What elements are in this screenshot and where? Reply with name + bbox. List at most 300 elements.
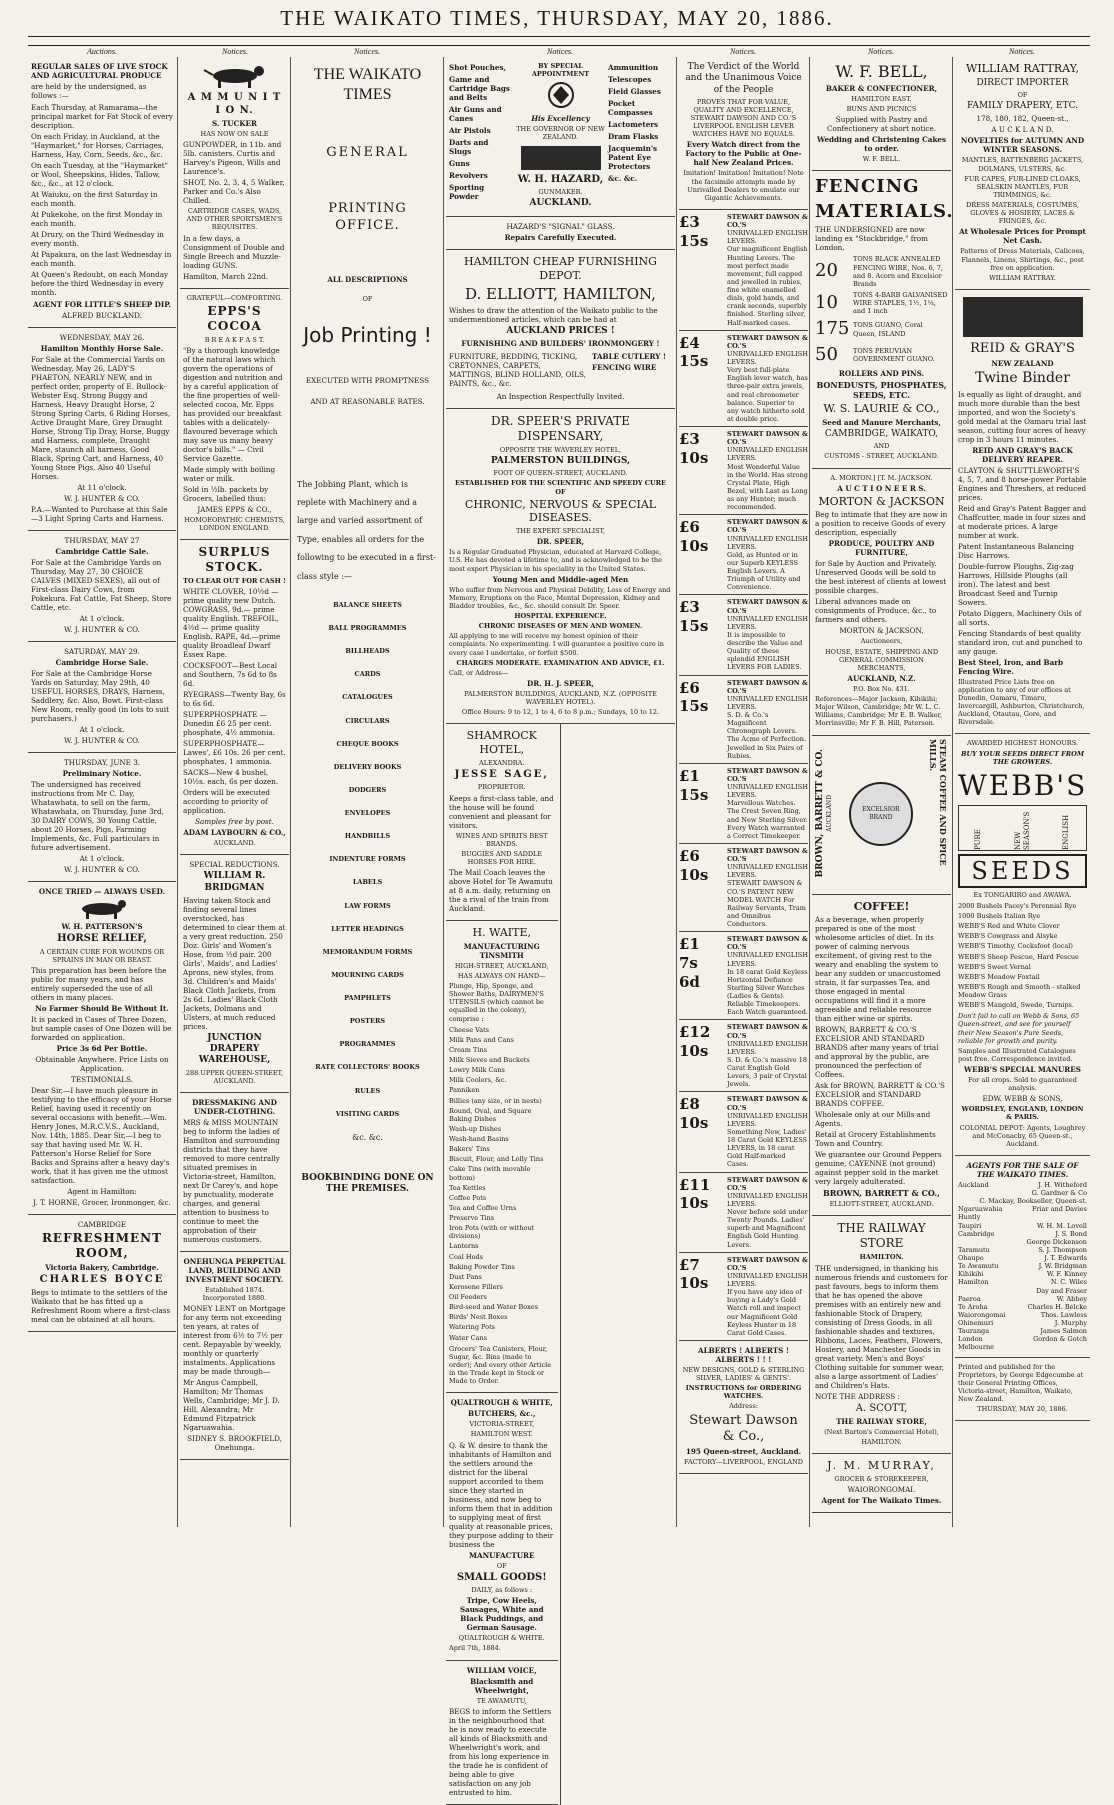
vertical-label: STEAM COFFEE AND SPICE MILLS. [928, 738, 948, 866]
agent-row [958, 1254, 1087, 1262]
ad-signature: W. J. HUNTER & CO. [64, 865, 140, 874]
list-item: Iron Pots (with or without divisions) [449, 1224, 535, 1241]
ad-text: AND AT REASONABLE RATES. [310, 396, 425, 406]
list-item: Telescopes [608, 75, 652, 84]
ad-title: JESSE SAGE, [454, 768, 549, 780]
ad-text: At 11 o'clock. [77, 483, 127, 492]
ad-text: THE GOVERNOR OF NEW ZEALAND. [516, 125, 605, 142]
ad-signature: QUALTROUGH & WHITE. [458, 1634, 545, 1643]
ad-title: WILLIAM R. BRIDGMAN [203, 871, 266, 893]
ad-title: Twine Binder [975, 370, 1070, 387]
ad-text: THE EXPERT SPECIALIST, [515, 527, 606, 536]
watch-price: £6 10s [679, 518, 709, 555]
ad-text: HAMILTON. [861, 1438, 902, 1447]
gun-icon [521, 146, 601, 170]
ad-text: FURNITURE, BEDDING, TICKING, CRETONNES, CARPETS, MATTINGS, BLIND HOLLAND, OILS, PAINTS, &c., &c. [449, 351, 586, 388]
ad-text: Established 1874. Incorporated 1880. [202, 1285, 267, 1302]
watch-price: £12 10s [679, 1023, 711, 1061]
watch-listing [679, 595, 808, 675]
ad-title: A M M U N I T I O N. [187, 92, 282, 116]
list-item: Air Pistols [449, 126, 491, 135]
morton-jackson-ad [812, 469, 951, 736]
watch-listing [679, 676, 808, 764]
ad-title: Cambridge Cattle Sale. [55, 547, 149, 556]
ad-text: TABLE CUTLERY ! [592, 351, 667, 361]
ad-text: Potato Diggers, Machinery Oils of all sorts. [958, 608, 1082, 627]
ad-text: THURSDAY, MAY 20, 1886. [977, 1405, 1068, 1414]
list-item: WEBB'S Rough and Smooth - stalked Meadow Grass [958, 982, 1081, 999]
watch-description: Very best full-plate English lever watch, has three-pair extra jewels, and real chronometer balance. Superior to any watch hitherto sold at double price. [727, 366, 808, 423]
ad-text: Grocers' Tea Canisters, Flour, Sugar, &c. Bins (made to order); And every other Article in the Trade kept in Stock or Made to Order. [449, 1344, 552, 1386]
banner-label: ENGLISH [1061, 814, 1070, 850]
ad-text: TE AWAMUTU, [476, 1696, 527, 1705]
ad-text: BEGS to inform the Settlers in the neighbourhood that he is now ready to execute all kinds of Blacksmith and Wheelwright's work, and from his long experience in the trade he is confident of being able to give satisfaction on any job entrusted to him. [449, 1706, 552, 1797]
agent-town: Taramutu [958, 1245, 990, 1254]
watch-description: It is impossible to describe the Value and Quality of these splendid ENGLISH LEVERS FOR LADIES. [727, 630, 803, 672]
hazard-ad [446, 57, 675, 217]
watch-subtitle: UNRIVALLED ENGLISH LEVERS. [727, 614, 808, 631]
ad-text: SHOT, No. 2, 3, 4, 5 Walker, Parker and Co.'s Also Chilled. [183, 178, 285, 206]
hazard-left-list [449, 60, 513, 211]
ad-text: AUCKLAND. [213, 839, 256, 848]
agent-name: James Salmon [1040, 1327, 1087, 1336]
ad-text: HIGH-STREET, AUCKLAND, [454, 961, 549, 970]
list-item: WEBB'S Cowgrass and Alsyke [958, 932, 1058, 941]
watch-listing [679, 764, 808, 844]
list-item: Milk Sieves and Buckets [449, 1056, 530, 1064]
ad-signature: WILLIAM RATTRAY. [989, 273, 1056, 282]
column-divider [443, 57, 444, 1527]
ad-text: At 1 o'clock. [79, 614, 125, 623]
ad-signature: BROWN, BARRETT & CO., [823, 1188, 940, 1199]
ad-text: BUNS AND PICNICS [846, 105, 917, 114]
ad-text: MORTON & JACKSON, [839, 626, 924, 636]
watch-maker: STEWART DAWSON & CO.'S [727, 1095, 808, 1112]
ad-text: COLONIAL DEPOT: Agents, Loughrey and McConachy, 65 Queen-st., Auckland. [959, 1123, 1086, 1148]
watch-maker: STEWART DAWSON & CO.'S [727, 1023, 808, 1040]
ad-text: HOMOEOPATHIC CHEMISTS, LONDON ENGLAND. [184, 515, 285, 532]
list-item: 2000 Bushels Pacey's Perennial Rye [958, 901, 1077, 910]
watch-details [727, 213, 808, 327]
list-item: At Waiuku, on the first Saturday in each month. [31, 190, 158, 208]
list-item: DODGERS [348, 785, 387, 794]
fencing-items-list [815, 255, 948, 366]
ad-text: SUPERPHOSPHATE — Dunedin £6 25 per cent. phosphate, 4½ ammonia. [183, 710, 276, 738]
ad-title: COFFEE! [853, 899, 910, 913]
agent-row [958, 1270, 1087, 1278]
watch-subtitle: UNRIVALLED ENGLISH LEVERS. [727, 349, 808, 366]
ad-title: SMALL GOODS! [456, 1571, 547, 1583]
watch-price: £1 7s 6d [679, 935, 700, 991]
agent-town: Auckland [958, 1180, 989, 1189]
horse-icon [72, 898, 132, 920]
agent-name: Friar and Davies [1031, 1205, 1087, 1214]
watch-maker: STEWART DAWSON & CO.'S [727, 333, 808, 350]
ad-title: HAZARD'S "SIGNAL" GLASS. [506, 222, 615, 232]
agent-town: Ngaruawahia [958, 1205, 1003, 1214]
ad-title: WEBB'S SPECIAL MANURES [964, 1065, 1081, 1074]
watch-maker: STEWART DAWSON & CO.'S [727, 1175, 808, 1192]
ad-title: BONEDUSTS, PHOSPHATES, SEEDS, ETC. [816, 380, 947, 401]
fencing-materials-ad [812, 171, 954, 468]
ad-text: NOTE THE ADDRESS : [815, 1391, 900, 1401]
list-item: LETTER HEADINGS [331, 924, 404, 933]
watch-listing [679, 210, 808, 331]
ad-title: HAMILTON CHEAP FURNISHING DEPOT. [464, 255, 657, 283]
ad-text: P.A.—Wanted to Purchase at this Sale —3 Light Spring Carts and Harness. [31, 505, 168, 523]
ad-text: Ask for BROWN, BARRETT & CO.'S EXCELSIOR and STANDARD BRANDS COFFEE. [815, 1081, 945, 1109]
ad-text: Having taken Stock and finding several lines overstocked, has determined to clear them at a very great reduction. 250 Doz. Girls' and Women's Hose, from ½d pair. 200 Girls', Maids', and Ladies' Aprons, new styles, from 3d. Children's and Maids' Black Cloth Jackets, from 2s 6d. Ladies' Black Cloth Jackets, Dolmans and Ulsters, at much reduced prices. [183, 895, 286, 1031]
waite-ad [446, 921, 558, 1393]
agents-ad [955, 1156, 1090, 1358]
ad-text: Begs to intimate to the settlers of the Waikato that he has fitted up a Refreshment Room where a first-class meal can be obtained at all hours. [31, 1288, 171, 1325]
ad-text: Samples free by post. [195, 817, 274, 827]
column-divider [177, 57, 178, 1527]
ad-text: It is packed in Cases of Three Dozen, but sample cases of One Dozen will be forwarded on application. [31, 1014, 172, 1042]
ad-title: REID & GRAY'S [970, 340, 1075, 356]
ad-text: AND [873, 442, 890, 451]
voice-ad [446, 1661, 558, 1805]
list-item: Cream Tins [449, 1045, 487, 1054]
ad-text: COCKSFOOT—Best Local and Southern, 7s 6d to 8s 6d. [183, 661, 278, 689]
watch-subtitle: UNRIVALLED ENGLISH LEVERS. [727, 229, 808, 246]
ad-signature: ADAM LAYBOURN & CO., [183, 828, 286, 838]
list-item: &c. &c. [608, 174, 638, 183]
ad-text: Seed and Manure Merchants, [822, 418, 941, 427]
list-item: MEMORANDUM FORMS [322, 947, 413, 956]
ad-title: THE WAIKATO TIMES [313, 66, 422, 103]
ad-title: WILLIAM RATTRAY, [966, 62, 1079, 75]
ad-text: Is a Regular Graduated Physician, educated at Harvard College, U.S. He has devoted a lifetime to, and is acknowledged to be the most expert Physician in his speciality in the United States. [449, 548, 662, 573]
col-header-2: Notices. [222, 47, 248, 56]
ad-signature: W. J. HUNTER & CO. [64, 736, 140, 745]
ad-text: Young Men and Middle-aged Men [492, 574, 629, 584]
list-item: CATALOGUES [342, 693, 393, 702]
binder-machine-icon [963, 297, 1083, 337]
ad-text: HAMILTON EAST. [851, 95, 912, 103]
list-item: Round, Oval, and Square Baking Dishes [449, 1106, 532, 1123]
ad-text: EXECUTED WITH PROMPTNESS [305, 375, 430, 385]
fencing-item [815, 318, 948, 341]
ad-text: SUPERPHOSPHATE—Lawes', £6 10s. 26 per cent. phosphates, 1 ammonia. [183, 739, 286, 767]
column-watches [679, 57, 808, 1527]
epps-cocoa-ad [180, 289, 289, 541]
watch-details [727, 430, 808, 511]
refreshment-room-ad [28, 1215, 176, 1333]
ad-text: THE UNDERSIGNED are now landing ex "Stockbridge," from London, [815, 225, 928, 253]
watch-description: STEWART DAWSON & CO.'S PATENT NEW MODEL WATCH For Railway Servants, Tram and Omnibus Conductors. [727, 879, 806, 928]
ad-text: A CERTAIN CURE FOR WOUNDS OR SPRAINS IN MAN OR BEAST. [39, 947, 165, 964]
agent-row [958, 1311, 1087, 1319]
agent-name: J. S. Bond [1055, 1229, 1087, 1238]
ad-text: Best Steel, Iron, and Barb Fencing Wire. [958, 657, 1064, 676]
ad-text: At Wholesale Prices for Prompt Net Cash. [959, 227, 1086, 246]
agent-name: J. H. Witheford [1038, 1180, 1087, 1189]
signal-glass-ad [446, 217, 675, 250]
agent-town: Melbourne [958, 1343, 994, 1352]
ad-signature: W. F. BELL. [862, 155, 901, 164]
header-rule [28, 45, 1090, 46]
watch-maker: STEWART DAWSON & CO.'S [727, 766, 808, 783]
watch-price: £3 10s [679, 430, 709, 467]
ad-text: (Next Barton's Commercial Hotel), [824, 1428, 939, 1436]
ad-title: MORTON & JACKSON [818, 494, 945, 508]
agent-row [958, 1246, 1087, 1254]
ad-title: Preliminary Notice. [62, 769, 142, 778]
list-item: LABELS [352, 878, 383, 887]
ad-date: WEDNESDAY, MAY 26. [59, 333, 145, 342]
list-item: WEBB'S Timothy, Cocksfoot (local) [958, 942, 1073, 951]
ad-text: THE undersigned, in thanking his numerous friends and customers for past favours, begs to inform them that he has opened the above premises with an entirely new and fashionable Stock of Drapery, consisting of Dress Goods, in all fashionable shades and textures, Ribbons, Laces, Feathers, Flowers, Hosiery, and Manchester Goods in great variety. Men's and Boys' Clothing suitable for summer wear, also a large assortment of Ladies' and Children's Hats. [815, 1263, 948, 1390]
watch-description: Something New, Ladies' 18 Carat Gold KEYLESS LEVERS, in 18 carat Gold Half-marked Cases. [727, 1127, 808, 1169]
ad-text: Dear Sir,—I have much pleasure in testifying to the efficacy of your Horse Relief, having used it recently on several occasions with benefit.—Wm. Henry Jones, M.R.C.V.S., Auckland, Nov. 14th, 1885. Dear Sir,—I beg to say that having used Mr. W. H. Patterson's Horse Relief for Sore Backs and Sprains after a heavy day's work, that it has given me the utmost satisfaction. [31, 1085, 172, 1185]
col-header-5: Notices. [730, 47, 756, 56]
ad-text: PRODUCE, POULTRY AND FURNITURE, [828, 539, 935, 558]
list-item: CIRCULARS [345, 716, 390, 725]
ad-text: HAMILTON WEST. [470, 1430, 533, 1439]
list-item: Lactometers [608, 120, 659, 129]
list-item: Revolvers [449, 171, 488, 180]
fencing-item [815, 255, 948, 288]
ad-text: SACKS—New 4 bushel, 10½s. each, 6s per dozen. [183, 768, 279, 787]
list-item: Kerosene Fillers [449, 1282, 503, 1291]
ad-text: Imitation! Imitation! Imitation! Note the facsimile attempts made by Unrivalled Dealers to emulate our Gigantic Achievements. [683, 169, 804, 202]
list-item: RULES [354, 1086, 381, 1095]
ad-title: D. ELLIOTT, HAMILTON, [465, 284, 656, 303]
ad-signature: SIDNEY S. BROOKFIELD, Onehunga. [187, 1434, 282, 1452]
list-item: Lanterns [449, 1242, 479, 1251]
list-item: Jacquemin's Patent Eye Protectors [608, 144, 658, 171]
ad-text: ESTABLISHED FOR THE SCIENTIFIC AND SPEEDY CURE OF [455, 479, 666, 496]
agent-row [958, 1278, 1087, 1286]
watch-listing [679, 844, 808, 932]
ad-text: &c. &c. [352, 1132, 383, 1142]
agent-name: J. Murphy [1054, 1319, 1087, 1327]
hazard-right-list [608, 60, 672, 211]
ad-text: THE RAILWAY STORE, [836, 1417, 927, 1426]
vertical-label: AUCKLAND [826, 795, 834, 832]
agent-row [958, 1205, 1087, 1213]
sales-list [31, 102, 173, 298]
ad-text: AUCKLAND. [529, 198, 592, 209]
list-item: At Queen's Redoubt, on each Monday before the third Wednesday in every month. [31, 270, 169, 297]
ad-text: ELLIOTT-STREET, AUCKLAND. [829, 1200, 934, 1209]
ad-text: ALEXANDRA. [479, 758, 525, 767]
col4-right-half [561, 724, 676, 1804]
watch-details [727, 1023, 808, 1088]
ad-text: B R E A K F A S T. [204, 335, 265, 344]
agent-row [958, 1295, 1087, 1303]
ammunition-ad [180, 57, 289, 289]
ad-text: FOOT OF QUEEN-STREET, AUCKLAND. [493, 469, 628, 478]
ad-date: SATURDAY, MAY 29. [64, 647, 140, 656]
watch-details [727, 935, 808, 1016]
banner-label: NEW SEASON'S [1013, 811, 1031, 850]
ad-text: WINES AND SPIRITS BEST BRANDS. [455, 831, 548, 848]
watch-maker: STEWART DAWSON & CO.'S [727, 846, 808, 863]
ad-text: Plunge, Hip, Sponge, and Shower Baths, DAIRYMEN'S UTENSILS (which cannot be equalled in the colony), comprise : [449, 982, 544, 1023]
watch-maker: STEWART DAWSON & CO.'S [727, 518, 808, 535]
ad-title: FENCING [815, 176, 920, 198]
regular-sales-ad [28, 57, 176, 328]
fencing-item [815, 344, 948, 367]
agent-name: C. Mackay, Bookseller, Queen-st. [979, 1197, 1087, 1206]
ad-title: CHRONIC, NERVOUS & SPECIAL DISEASES. [464, 497, 657, 525]
ad-text: GROCER & STOREKEEPER, [834, 1475, 929, 1483]
ad-text: OF [496, 1561, 507, 1570]
agent-row [958, 1181, 1087, 1189]
watch-price: £7 10s [679, 1255, 709, 1293]
agent-row [958, 1238, 1087, 1246]
qualtrough-ad [446, 1393, 558, 1660]
list-item: VISITING CARDS [335, 1109, 400, 1118]
watch-maker: STEWART DAWSON & CO.'S [727, 1255, 808, 1272]
ad-title: EDW. WEBB & SONS, [982, 1094, 1063, 1104]
ad-title: The Verdict of the World and the Unanimous Voice of the People [685, 62, 802, 95]
column-divider [952, 57, 953, 1527]
agent-row [958, 1303, 1087, 1311]
list-item: Shot Pouches, [449, 63, 506, 72]
ad-text: HOUSE, ESTATE, SHIPPING AND GENERAL COMMISSION MERCHANTS, [824, 647, 939, 672]
ad-text: BUTCHERS, &c., [468, 1409, 536, 1419]
list-item: DELIVERY BOOKS [333, 762, 402, 771]
ad-text: At 1 o'clock. [79, 725, 125, 734]
ad-text: We guarantee our Ground Peppers genuine, CAYENNE (not ground) against pepper sold in the market very largely adulterated. [815, 1150, 942, 1187]
ad-text: AWARDED HIGHEST HONOURS. [967, 739, 1078, 748]
ad-title: MATERIALS. [815, 200, 954, 222]
railway-store-ad [812, 1216, 951, 1454]
list-item: MOURNING CARDS [331, 970, 404, 979]
ad-text: Obtainable Anywhere. Price Lists on Application. [35, 1054, 169, 1073]
ad-text: PROPRIETOR. [477, 783, 526, 792]
fencing-quantity: 175 [815, 318, 850, 340]
watch-price: £6 10s [679, 846, 709, 884]
watch-subtitle: UNRIVALLED ENGLISH LEVERS. [727, 694, 808, 711]
ad-text: AUCKLAND, N.Z. [847, 673, 916, 683]
reid-gray-ad [955, 290, 1090, 735]
agent-name: W. H. M. Lovell [1036, 1221, 1087, 1230]
ad-title: W. S. LAURIE & CO., [823, 402, 940, 416]
list-item: Watering Pots [449, 1323, 496, 1332]
ad-text: P.O. Box No. 431. [853, 684, 910, 693]
watch-subtitle: UNRIVALLED ENGLISH LEVERS. [727, 446, 808, 463]
list-item: 1000 Bushels Italian Rye [958, 912, 1041, 920]
column-notices-2 [180, 57, 289, 1527]
list-item: Darts and Slugs [449, 138, 489, 156]
ad-title: DR. SPEER'S PRIVATE DISPENSARY, [491, 413, 630, 443]
agent-name: W. Abbey [1056, 1294, 1087, 1303]
ad-date: THURSDAY, MAY 27 [64, 536, 140, 545]
agent-row [958, 1189, 1087, 1197]
list-item: CARDS [354, 670, 381, 679]
ad-signature: W. J. HUNTER & CO. [64, 625, 140, 634]
ad-text: Supplied with Pastry and Confectionery at short notice. [827, 115, 936, 134]
ad-text: Patent Instantaneous Balancing Disc Harrows. [958, 541, 1075, 560]
ad-text: Orders will be executed according to priority of application. [183, 788, 271, 816]
rattray-ad [955, 57, 1090, 290]
ad-text: 288 UPPER QUEEN-STREET, AUCKLAND. [185, 1068, 284, 1085]
ad-text: RYEGRASS—Twenty Bay, 6s to 6s 6d. [183, 690, 286, 709]
watch-description: In 18 carat Gold Keyless Horizontal Defiance Sterling Silver Watches (Ladies & Gents). Reliable Timekeepers. Each Watch guaranteed. [727, 967, 808, 1017]
ad-title: AUCKLAND PRICES ! [506, 325, 615, 336]
watch-details [727, 847, 808, 928]
watch-subtitle: UNRIVALLED ENGLISH LEVERS. [727, 1039, 808, 1056]
seed-banner [958, 805, 1087, 851]
webbs-seeds-ad [955, 734, 1090, 1156]
ad-text: BUGGIES AND SADDLE HORSES FOR HIRE. [461, 849, 543, 866]
list-item: Bakers' Tins [449, 1145, 490, 1154]
ad-text: Made simply with boiling water or milk. [183, 464, 276, 483]
watch-description: Most Wonderful Value in the World. Has strong Crystal Plate, High Bezel, with Last as Long as any Hunter; much recommended. [727, 462, 808, 512]
ad-text: Victoria Bakery, Cambridge. [45, 1262, 159, 1272]
list-item: WEBB'S Red and White Clover [958, 922, 1060, 931]
ad-text: Address: [729, 1402, 758, 1411]
watch-listing [679, 1253, 808, 1341]
watch-description: Marvellous Watches. The Crest Seven Ring, and New Sterling Silver. Every Watch warranted a Correct Timekeeper. [727, 799, 808, 840]
list-item: Field Glasses [608, 87, 661, 96]
list-item: Panniken [449, 1086, 480, 1095]
ad-text: The undersigned has received instructions from Mr C. Day, Whatawhata, to sell on the farm, Whatawhata, on Thursday, June 3rd, 30 DAIRY COWS, 30 Young Cattle, about 20 Horses, Pigs, Farming Implements, &c. Full particulars in future advertisement. [31, 780, 164, 852]
ad-text: MANUFACTURING TINSMITH [463, 941, 540, 960]
ad-text: Beg to intimate that they are now in a position to receive Goods of every description, especially [815, 510, 948, 538]
ad-text: DR. SPEER, [536, 537, 585, 547]
ad-text: Tripe, Cow Heels, Sausages, White and Black Puddings, and German Sausage. [459, 1596, 544, 1633]
agent-town: Tauranga [958, 1327, 990, 1336]
ad-text: GUNMAKER. [538, 188, 583, 196]
onehunga-ad [180, 1252, 289, 1460]
ad-text: Office Hours: 9 to 12, 1 to 4, 6 to 8 p.m.; Sundays, 10 to 12. [461, 708, 660, 717]
watch-details [727, 334, 808, 423]
list-item: Dram Flasks [608, 132, 659, 141]
watch-listing [679, 932, 808, 1020]
list-item: Air Guns and Canes [449, 105, 502, 123]
ad-text: Hamilton, March 22nd. [183, 271, 269, 281]
ad-text: NEW DESIGNS, GOLD & STERLING SILVER, LADIES' & GENTS'. [682, 1365, 805, 1382]
ad-text: BY SPECIAL APPOINTMENT [531, 62, 590, 79]
bell-ad [812, 57, 951, 171]
ad-text: CUSTOMS - STREET, AUCKLAND. [824, 452, 939, 461]
ad-text: FUR CAPES, FUR-LINED CLOAKS, SEALSKIN MANTLES, FUR TRIMMINGS, &c. [964, 174, 1081, 199]
ad-text: GRATEFUL—COMFORTING. [186, 293, 283, 302]
agent-town: London [958, 1335, 983, 1344]
brown-barrett-ad [812, 736, 951, 895]
ad-text: VICTORIA-STREET, [469, 1420, 535, 1429]
ad-text: Illustrated Price Lists free on application to any of our offices at Dunedin, Oamaru, Timaru, Invercargill, Ashburton, Christchurch, Auckland, Otautau, Gore, and Riversdale. [958, 677, 1085, 727]
ad-text: OPPOSITE THE WAVERLEY HOTEL, [499, 445, 622, 454]
seal-text: EXCELSIOR BRAND [862, 806, 900, 821]
ad-title: CHARLES BOYCE [39, 1273, 165, 1285]
ad-text: CLAYTON & SHUTTLEWORTH'S 4, 5, 7, and 8 horse-power Portable Engines and Threshers, at reduced prices. [958, 465, 1087, 502]
agent-row [958, 1230, 1087, 1238]
ad-title: A U C T I O N E E R S. [837, 483, 926, 493]
list-item: Tea and Coffee Urns [449, 1203, 517, 1212]
list-item: POSTERS [349, 1017, 386, 1026]
fencing-description: TONS GUANO, Coral Queen, ISLAND [853, 321, 923, 338]
agent-town: Hamilton [958, 1278, 989, 1287]
ad-text: HAS NOW ON SALE [200, 130, 269, 138]
masthead-rule [28, 36, 1090, 37]
list-item: Billies (any size, or in nests) [449, 1096, 542, 1105]
ad-text: REID AND GRAY'S BACK DELIVERY REAPER. [972, 445, 1073, 464]
ad-text: Reid and Gray's Patent Bagger and Chaffcutter, made in four sizes and at moderate prices. A large number at work. [958, 503, 1087, 540]
ad-text: FENCING WIRE [592, 362, 657, 372]
watch-details [727, 679, 808, 760]
ad-text: For Sale at the Cambridge Horse Yards on Saturday, May 29th, 40 USEFUL HORSES, DRAYS, Harness, Saddlery, &c. Also, Bowt. First-class New Room, really good (in lots to suit purchasers.) [31, 669, 169, 723]
list-item: WEBB'S Meadow Foxtail [958, 972, 1040, 981]
list-item: Milk Coolers, &c. [449, 1076, 507, 1085]
ad-text: CAMBRIDGE, WAIKATO, [824, 429, 939, 439]
ad-title: REGULAR SALES OF LIVE STOCK AND AGRICULTURAL PRODUCE [31, 62, 168, 80]
